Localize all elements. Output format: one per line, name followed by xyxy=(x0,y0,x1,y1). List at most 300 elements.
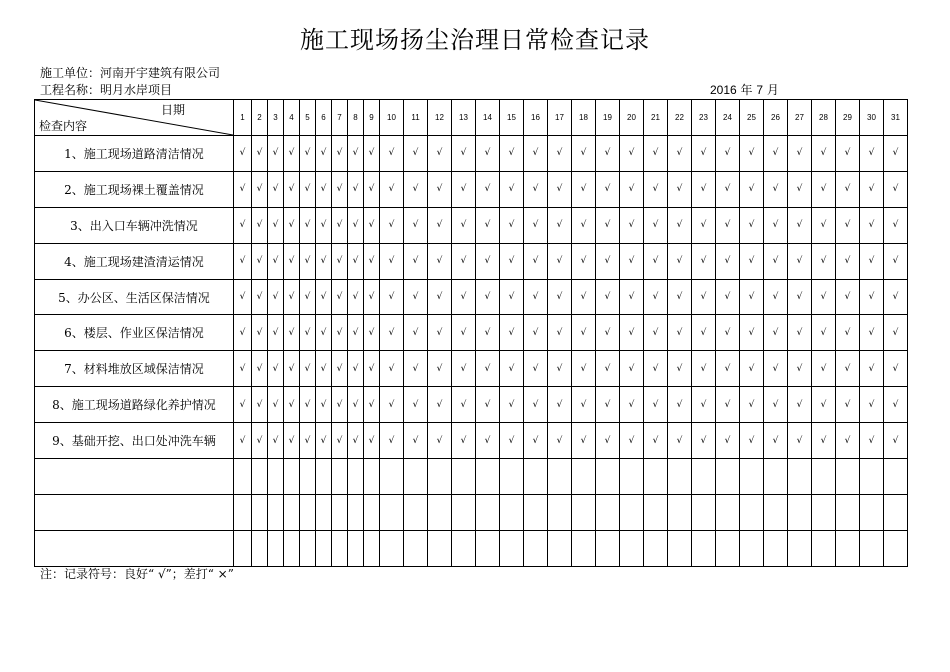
check-mark-cell: √ xyxy=(500,279,524,315)
empty-cell xyxy=(284,494,300,530)
check-mark-cell: √ xyxy=(268,279,284,315)
inspection-item: 8、施工现场道路绿化养护情况 xyxy=(35,387,234,423)
empty-cell xyxy=(332,459,348,495)
check-mark-cell: √ xyxy=(284,315,300,351)
check-mark-cell: √ xyxy=(252,171,268,207)
check-mark-cell: √ xyxy=(764,243,788,279)
table-row xyxy=(35,494,908,530)
check-mark-cell: √ xyxy=(860,279,884,315)
check-mark-cell: √ xyxy=(884,136,908,172)
check-mark-cell: √ xyxy=(548,387,572,423)
check-mark-cell: √ xyxy=(644,136,668,172)
empty-cell xyxy=(716,494,740,530)
check-mark-cell: √ xyxy=(300,351,316,387)
empty-cell xyxy=(884,459,908,495)
empty-cell xyxy=(428,530,452,566)
check-mark-cell: √ xyxy=(300,423,316,459)
check-mark-cell: √ xyxy=(404,315,428,351)
check-mark-cell: √ xyxy=(548,279,572,315)
empty-cell xyxy=(332,530,348,566)
day-header-17: 17 xyxy=(548,100,572,136)
check-mark-cell: √ xyxy=(500,351,524,387)
check-mark-cell: √ xyxy=(860,315,884,351)
check-mark-cell: √ xyxy=(764,351,788,387)
check-mark-cell: √ xyxy=(620,351,644,387)
day-header-5: 5 xyxy=(300,100,316,136)
check-mark-cell: √ xyxy=(348,243,364,279)
check-mark-cell: √ xyxy=(348,207,364,243)
empty-cell xyxy=(692,530,716,566)
empty-cell xyxy=(548,530,572,566)
check-mark-cell: √ xyxy=(572,279,596,315)
empty-cell xyxy=(284,530,300,566)
empty-cell xyxy=(380,459,404,495)
empty-cell xyxy=(836,459,860,495)
check-mark-cell: √ xyxy=(572,136,596,172)
check-mark-cell: √ xyxy=(596,136,620,172)
check-mark-cell: √ xyxy=(476,351,500,387)
check-mark-cell: √ xyxy=(884,207,908,243)
day-header-3: 3 xyxy=(268,100,284,136)
empty-cell xyxy=(740,530,764,566)
check-mark-cell: √ xyxy=(428,279,452,315)
empty-cell xyxy=(404,494,428,530)
day-header-28: 28 xyxy=(812,100,836,136)
check-mark-cell: √ xyxy=(812,207,836,243)
check-mark-cell: √ xyxy=(500,387,524,423)
inspection-item: 4、施工现场建渣清运情况 xyxy=(35,243,234,279)
day-header-19: 19 xyxy=(596,100,620,136)
check-mark-cell: √ xyxy=(812,315,836,351)
check-mark-cell: √ xyxy=(596,279,620,315)
check-mark-cell: √ xyxy=(348,351,364,387)
empty-cell xyxy=(572,530,596,566)
empty-cell xyxy=(348,494,364,530)
empty-cell xyxy=(268,530,284,566)
check-mark-cell: √ xyxy=(764,136,788,172)
day-header-1: 1 xyxy=(234,100,252,136)
check-mark-cell: √ xyxy=(452,279,476,315)
check-mark-cell: √ xyxy=(380,243,404,279)
check-mark-cell: √ xyxy=(836,207,860,243)
check-mark-cell: √ xyxy=(364,387,380,423)
check-mark-cell: √ xyxy=(316,315,332,351)
check-mark-cell: √ xyxy=(500,243,524,279)
check-mark-cell: √ xyxy=(476,243,500,279)
table-row xyxy=(35,136,908,172)
check-mark-cell: √ xyxy=(268,315,284,351)
empty-cell xyxy=(500,530,524,566)
check-mark-cell: √ xyxy=(596,207,620,243)
check-mark-cell: √ xyxy=(234,136,252,172)
check-mark-cell: √ xyxy=(668,136,692,172)
check-mark-cell: √ xyxy=(404,243,428,279)
check-mark-cell: √ xyxy=(524,351,548,387)
check-mark-cell: √ xyxy=(316,351,332,387)
check-mark-cell: √ xyxy=(348,423,364,459)
check-mark-cell: √ xyxy=(316,207,332,243)
record-year: 2016 xyxy=(710,83,737,97)
check-mark-cell: √ xyxy=(500,423,524,459)
check-mark-cell: √ xyxy=(284,243,300,279)
check-mark-cell: √ xyxy=(234,387,252,423)
empty-cell xyxy=(668,530,692,566)
check-mark-cell: √ xyxy=(348,171,364,207)
empty-cell xyxy=(524,530,548,566)
check-mark-cell: √ xyxy=(364,243,380,279)
empty-cell xyxy=(620,530,644,566)
check-mark-cell: √ xyxy=(428,243,452,279)
check-mark-cell: √ xyxy=(740,279,764,315)
check-mark-cell: √ xyxy=(884,315,908,351)
check-mark-cell: √ xyxy=(452,423,476,459)
check-mark-cell: √ xyxy=(380,136,404,172)
check-mark-cell: √ xyxy=(740,207,764,243)
empty-cell xyxy=(764,494,788,530)
check-mark-cell: √ xyxy=(668,207,692,243)
check-mark-cell: √ xyxy=(300,315,316,351)
empty-cell xyxy=(476,459,500,495)
check-mark-cell: √ xyxy=(764,171,788,207)
inspection-item: 6、楼层、作业区保洁情况 xyxy=(35,315,234,351)
check-mark-cell: √ xyxy=(740,243,764,279)
check-mark-cell: √ xyxy=(364,207,380,243)
check-mark-cell: √ xyxy=(548,423,572,459)
check-mark-cell: √ xyxy=(620,207,644,243)
day-header-31: 31 xyxy=(884,100,908,136)
check-mark-cell: √ xyxy=(764,387,788,423)
empty-cell xyxy=(300,530,316,566)
empty-cell xyxy=(348,459,364,495)
check-mark-cell: √ xyxy=(476,136,500,172)
check-mark-cell: √ xyxy=(620,136,644,172)
empty-cell xyxy=(252,494,268,530)
check-mark-cell: √ xyxy=(284,387,300,423)
inspection-table xyxy=(34,99,908,567)
empty-cell xyxy=(476,530,500,566)
check-mark-cell: √ xyxy=(476,279,500,315)
check-mark-cell: √ xyxy=(764,315,788,351)
empty-cell xyxy=(452,530,476,566)
table-row xyxy=(35,423,908,459)
check-mark-cell: √ xyxy=(364,171,380,207)
check-mark-cell: √ xyxy=(404,351,428,387)
check-mark-cell: √ xyxy=(234,207,252,243)
check-mark-cell: √ xyxy=(316,279,332,315)
year-suffix: 年 xyxy=(740,83,753,97)
check-mark-cell: √ xyxy=(860,387,884,423)
check-mark-cell: √ xyxy=(268,243,284,279)
check-mark-cell: √ xyxy=(572,315,596,351)
check-mark-cell: √ xyxy=(644,243,668,279)
day-header-2: 2 xyxy=(252,100,268,136)
check-mark-cell: √ xyxy=(740,351,764,387)
empty-cell xyxy=(380,494,404,530)
day-header-20: 20 xyxy=(620,100,644,136)
day-header-14: 14 xyxy=(476,100,500,136)
check-mark-cell: √ xyxy=(620,315,644,351)
check-mark-cell: √ xyxy=(716,315,740,351)
check-mark-cell: √ xyxy=(788,387,812,423)
empty-cell xyxy=(692,459,716,495)
check-mark-cell: √ xyxy=(476,207,500,243)
check-mark-cell: √ xyxy=(380,423,404,459)
check-mark-cell: √ xyxy=(572,207,596,243)
check-mark-cell: √ xyxy=(836,315,860,351)
check-mark-cell: √ xyxy=(364,351,380,387)
check-mark-cell: √ xyxy=(252,315,268,351)
check-mark-cell: √ xyxy=(692,171,716,207)
check-mark-cell: √ xyxy=(740,423,764,459)
check-mark-cell: √ xyxy=(548,171,572,207)
check-mark-cell: √ xyxy=(524,279,548,315)
legend-note: 注：记录符号：良好“ √”；差打“ ×” xyxy=(40,567,234,581)
check-mark-cell: √ xyxy=(300,243,316,279)
table-row xyxy=(35,459,908,495)
empty-cell xyxy=(476,494,500,530)
record-date xyxy=(710,83,779,97)
check-mark-cell: √ xyxy=(692,351,716,387)
empty-cell xyxy=(572,494,596,530)
empty-cell xyxy=(596,459,620,495)
day-header-7: 7 xyxy=(332,100,348,136)
day-header-22: 22 xyxy=(668,100,692,136)
check-mark-cell: √ xyxy=(452,207,476,243)
check-mark-cell: √ xyxy=(524,423,548,459)
day-header-26: 26 xyxy=(764,100,788,136)
check-mark-cell: √ xyxy=(476,387,500,423)
check-mark-cell: √ xyxy=(692,315,716,351)
day-header-27: 27 xyxy=(788,100,812,136)
check-mark-cell: √ xyxy=(252,387,268,423)
check-mark-cell: √ xyxy=(644,423,668,459)
check-mark-cell: √ xyxy=(668,171,692,207)
check-mark-cell: √ xyxy=(716,351,740,387)
check-mark-cell: √ xyxy=(764,279,788,315)
empty-cell xyxy=(836,494,860,530)
check-mark-cell: √ xyxy=(548,351,572,387)
check-mark-cell: √ xyxy=(716,387,740,423)
check-mark-cell: √ xyxy=(234,315,252,351)
check-mark-cell: √ xyxy=(380,351,404,387)
day-header-29: 29 xyxy=(836,100,860,136)
check-mark-cell: √ xyxy=(812,136,836,172)
inspection-item xyxy=(35,459,234,495)
empty-cell xyxy=(364,494,380,530)
table-row xyxy=(35,243,908,279)
check-mark-cell: √ xyxy=(596,387,620,423)
check-mark-cell: √ xyxy=(332,423,348,459)
check-mark-cell: √ xyxy=(428,387,452,423)
check-mark-cell: √ xyxy=(500,171,524,207)
table-row xyxy=(35,207,908,243)
check-mark-cell: √ xyxy=(284,423,300,459)
check-mark-cell: √ xyxy=(812,423,836,459)
table-row xyxy=(35,530,908,566)
empty-cell xyxy=(812,530,836,566)
check-mark-cell: √ xyxy=(300,207,316,243)
empty-cell xyxy=(252,530,268,566)
check-mark-cell: √ xyxy=(268,387,284,423)
check-mark-cell: √ xyxy=(692,387,716,423)
check-mark-cell: √ xyxy=(404,171,428,207)
check-mark-cell: √ xyxy=(884,279,908,315)
check-mark-cell: √ xyxy=(428,171,452,207)
empty-cell xyxy=(380,530,404,566)
check-mark-cell: √ xyxy=(692,136,716,172)
empty-cell xyxy=(332,494,348,530)
check-mark-cell: √ xyxy=(692,207,716,243)
check-mark-cell: √ xyxy=(668,243,692,279)
check-mark-cell: √ xyxy=(764,207,788,243)
check-mark-cell: √ xyxy=(268,423,284,459)
check-mark-cell: √ xyxy=(300,387,316,423)
check-mark-cell: √ xyxy=(316,171,332,207)
empty-cell xyxy=(860,530,884,566)
check-mark-cell: √ xyxy=(620,171,644,207)
day-header-13: 13 xyxy=(452,100,476,136)
empty-cell xyxy=(788,459,812,495)
check-mark-cell: √ xyxy=(268,207,284,243)
project-name: 工程名称：明月水岸项目 xyxy=(40,83,173,97)
day-header-4: 4 xyxy=(284,100,300,136)
check-mark-cell: √ xyxy=(644,315,668,351)
table-row xyxy=(35,387,908,423)
empty-cell xyxy=(316,459,332,495)
empty-cell xyxy=(428,494,452,530)
check-mark-cell: √ xyxy=(252,207,268,243)
inspection-item: 1、施工现场道路清洁情况 xyxy=(35,136,234,172)
check-mark-cell: √ xyxy=(788,171,812,207)
empty-cell xyxy=(644,530,668,566)
day-header-6: 6 xyxy=(316,100,332,136)
day-header-21: 21 xyxy=(644,100,668,136)
day-header-24: 24 xyxy=(716,100,740,136)
check-mark-cell: √ xyxy=(332,279,348,315)
inspection-item xyxy=(35,530,234,566)
empty-cell xyxy=(860,459,884,495)
check-mark-cell: √ xyxy=(364,423,380,459)
empty-cell xyxy=(316,530,332,566)
check-mark-cell: √ xyxy=(332,207,348,243)
check-mark-cell: √ xyxy=(452,243,476,279)
empty-cell xyxy=(452,494,476,530)
day-header-16: 16 xyxy=(524,100,548,136)
check-mark-cell: √ xyxy=(252,279,268,315)
empty-cell xyxy=(404,459,428,495)
check-mark-cell: √ xyxy=(740,136,764,172)
check-mark-cell: √ xyxy=(452,387,476,423)
check-mark-cell: √ xyxy=(620,279,644,315)
check-mark-cell: √ xyxy=(548,315,572,351)
check-mark-cell: √ xyxy=(364,279,380,315)
inspection-item: 2、施工现场裸土覆盖情况 xyxy=(35,171,234,207)
check-mark-cell: √ xyxy=(644,171,668,207)
check-mark-cell: √ xyxy=(572,423,596,459)
empty-cell xyxy=(572,459,596,495)
header-row xyxy=(35,100,908,136)
check-mark-cell: √ xyxy=(644,387,668,423)
check-mark-cell: √ xyxy=(788,136,812,172)
check-mark-cell: √ xyxy=(668,423,692,459)
check-mark-cell: √ xyxy=(284,207,300,243)
check-mark-cell: √ xyxy=(300,171,316,207)
check-mark-cell: √ xyxy=(404,136,428,172)
check-mark-cell: √ xyxy=(428,351,452,387)
inspection-item: 7、材料堆放区域保洁情况 xyxy=(35,351,234,387)
check-mark-cell: √ xyxy=(668,351,692,387)
check-mark-cell: √ xyxy=(316,387,332,423)
empty-cell xyxy=(252,459,268,495)
check-mark-cell: √ xyxy=(596,171,620,207)
table-row xyxy=(35,171,908,207)
check-mark-cell: √ xyxy=(268,351,284,387)
check-mark-cell: √ xyxy=(284,171,300,207)
check-mark-cell: √ xyxy=(788,207,812,243)
month-suffix: 月 xyxy=(766,83,779,97)
check-mark-cell: √ xyxy=(476,315,500,351)
check-mark-cell: √ xyxy=(860,136,884,172)
inspection-item: 5、办公区、生活区保洁情况 xyxy=(35,279,234,315)
check-mark-cell: √ xyxy=(316,136,332,172)
check-mark-cell: √ xyxy=(812,351,836,387)
empty-cell xyxy=(884,530,908,566)
check-mark-cell: √ xyxy=(404,279,428,315)
check-mark-cell: √ xyxy=(716,423,740,459)
empty-cell xyxy=(668,494,692,530)
check-mark-cell: √ xyxy=(476,423,500,459)
empty-cell xyxy=(234,459,252,495)
empty-cell xyxy=(812,494,836,530)
check-mark-cell: √ xyxy=(860,171,884,207)
check-mark-cell: √ xyxy=(836,279,860,315)
check-mark-cell: √ xyxy=(716,243,740,279)
construction-unit: 施工单位：河南开宇建筑有限公司 xyxy=(40,66,221,80)
empty-cell xyxy=(740,459,764,495)
empty-cell xyxy=(364,459,380,495)
empty-cell xyxy=(716,459,740,495)
check-mark-cell: √ xyxy=(860,243,884,279)
check-mark-cell: √ xyxy=(692,243,716,279)
check-mark-cell: √ xyxy=(380,387,404,423)
check-mark-cell: √ xyxy=(836,387,860,423)
check-mark-cell: √ xyxy=(428,315,452,351)
check-mark-cell: √ xyxy=(300,136,316,172)
check-mark-cell: √ xyxy=(452,315,476,351)
day-header-30: 30 xyxy=(860,100,884,136)
day-header-12: 12 xyxy=(428,100,452,136)
check-mark-cell: √ xyxy=(668,387,692,423)
check-mark-cell: √ xyxy=(348,136,364,172)
empty-cell xyxy=(524,459,548,495)
empty-cell xyxy=(300,459,316,495)
check-mark-cell: √ xyxy=(524,315,548,351)
check-mark-cell: √ xyxy=(300,279,316,315)
check-mark-cell: √ xyxy=(788,423,812,459)
check-mark-cell: √ xyxy=(524,243,548,279)
empty-cell xyxy=(300,494,316,530)
check-mark-cell: √ xyxy=(316,423,332,459)
day-header-9: 9 xyxy=(364,100,380,136)
check-mark-cell: √ xyxy=(572,171,596,207)
check-mark-cell: √ xyxy=(428,207,452,243)
check-mark-cell: √ xyxy=(884,423,908,459)
check-mark-cell: √ xyxy=(596,243,620,279)
empty-cell xyxy=(348,530,364,566)
check-mark-cell: √ xyxy=(252,351,268,387)
check-mark-cell: √ xyxy=(452,351,476,387)
check-mark-cell: √ xyxy=(234,243,252,279)
